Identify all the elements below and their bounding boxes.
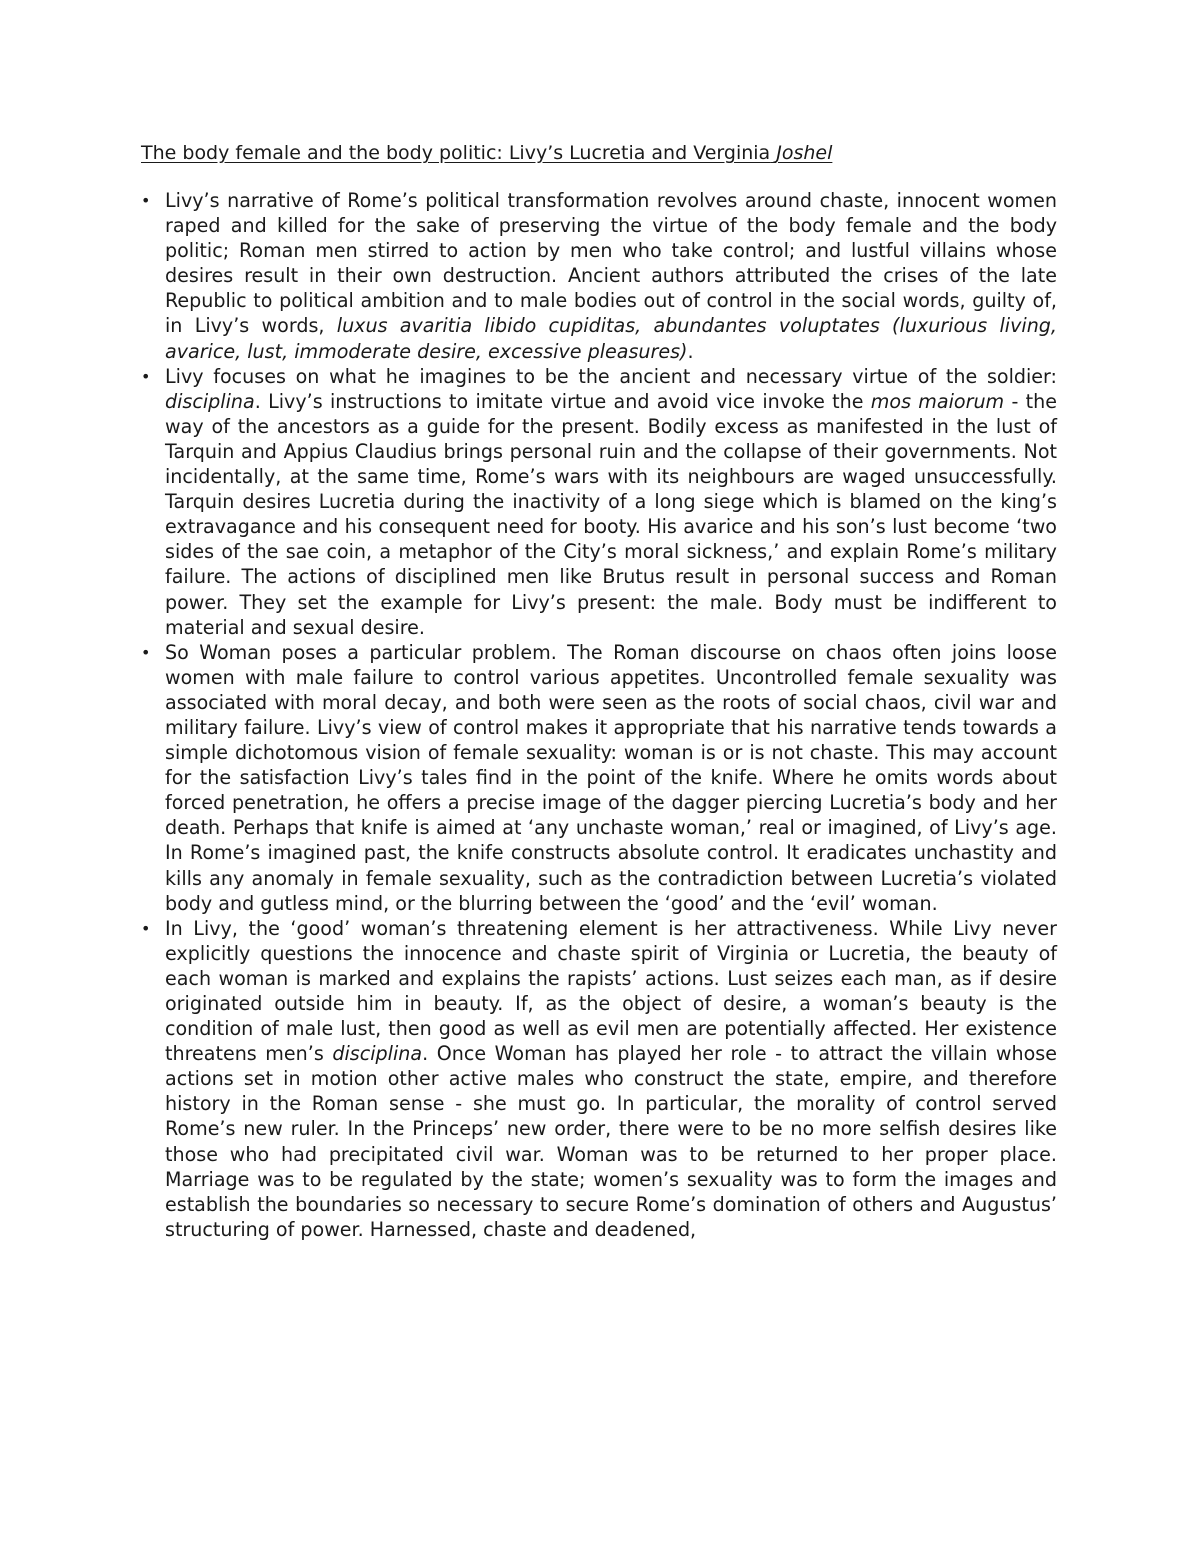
italic-text: disciplina — [332, 1042, 423, 1066]
bullet-list — [141, 188, 1057, 1242]
bullet-icon: • — [141, 642, 151, 662]
bullet-icon: • — [141, 918, 151, 938]
document-title — [141, 141, 1057, 166]
bullet-icon: • — [141, 191, 151, 210]
italic-text: mos maiorum — [870, 389, 1005, 413]
title-author: Joshel — [776, 142, 833, 164]
paragraph-text: - the way of the ancestors as a guide for the present. Bodily excess as manifested in the lust of Tarquin and Appius Claudius brings personal ruin and the collapse of their governments. Not incidentally, at the same time, Rome’s wars with its neighbours are waged unsuccessfully. Tarquin desires Lucretia during the inactivity of a long siege which is blamed on the king’s extravagance and his consequent need for booty. His avarice and his son’s lust become ‘two sides of the sae coin, a metaphor of the City’s moral sickness,’ and explain Rome’s military failure. The actions of disciplined men like Brutus result in personal success and Roman power. They set the example for Livy’s present: the male. Body must be indifferent to material and sexual desire. — [165, 389, 1057, 639]
paragraph-text: . Once Woman has played her role - to attract the villain whose actions set in motion other active males who construct the state, empire, and therefore history in the Roman sense - she must go. In particular, the morality of control served Rome’s new ruler. In the Princeps’ new order, there were to be no more selfish desires like those who had precipitated civil war. Woman was to be returned to her proper place. Marriage was to be regulated by the state; women’s sexuality was to form the images and establish the boundaries so necessary to secure Rome’s domination of others and Augustus’ structuring of power. Harnessed, chaste and deadened, — [165, 1042, 1057, 1241]
italic-text: luxus avaritia libido cupiditas, abundantes voluptates (luxurious living, avarice, lust, immoderate desire, excessive pleasures) — [165, 314, 1057, 363]
paragraph-text: In Livy, the ‘good’ woman’s threatening element is her attractiveness. While Livy never explicitly questions the innocence and chaste spirit of Virginia or Lucretia, the beauty of each woman is marked and explains the rapists’ actions. Lust seizes each man, as if desire originated outside him in beauty. If, as the object of desire, a woman’s beauty is the condition of male lust, then good as well as evil men are potentially affected. Her existence threatens men’s — [165, 916, 1057, 1066]
bullet-paragraph — [141, 188, 1057, 364]
title-main: The body female and the body politic: Livy’s Lucretia and Verginia — [141, 142, 771, 164]
bullet-paragraph — [141, 640, 1057, 916]
bullet-paragraph — [141, 364, 1057, 640]
bullet-paragraph — [141, 916, 1057, 1242]
paragraph-text: . Livy’s instructions to imitate virtue and avoid vice invoke the — [254, 389, 871, 413]
paragraph-text: Livy focuses on what he imagines to be the ancient and necessary virtue of the soldier: — [165, 364, 1057, 388]
document-page — [141, 141, 1057, 1242]
paragraph-text: Livy’s narrative of Rome’s political transformation revolves around chaste, innocent women raped and killed for the sake of preserving the virtue of the body female and the body politic; Roman men stirred to action by men who take control; and lustful villains whose desires result in their own destruction. Ancient authors attributed the crises of the late Republic to political ambition and to male bodies out of control in the social words, guilty of, in Livy’s words, — [165, 189, 1057, 338]
bullet-icon: • — [141, 366, 151, 386]
paragraph-text: So Woman poses a particular problem. The Roman discourse on chaos often joins loose women with male failure to control various appetites. Uncontrolled female sexuality was associated with moral decay, and both were seen as the roots of social chaos, civil war and military failure. Livy’s view of control makes it appropriate that his narrative tends towards a simple dichotomous vision of female sexuality: woman is or is not chaste. This may account for the satisfaction Livy’s tales find in the point of the knife. Where he omits words about forced penetration, he offers a precise image of the dagger piercing Lucretia’s body and her death. Perhaps that knife is aimed at ‘any unchaste woman,’ real or imagined, of Livy’s age. In Rome’s imagined past, the knife constructs absolute control. It eradicates unchastity and kills any anomaly in female sexuality, such as the contradiction between Lucretia’s violated body and gutless mind, or the blurring between the ‘good’ and the ‘evil’ woman. — [165, 640, 1057, 915]
paragraph-text: . — [687, 339, 694, 363]
italic-text: disciplina — [165, 389, 255, 413]
